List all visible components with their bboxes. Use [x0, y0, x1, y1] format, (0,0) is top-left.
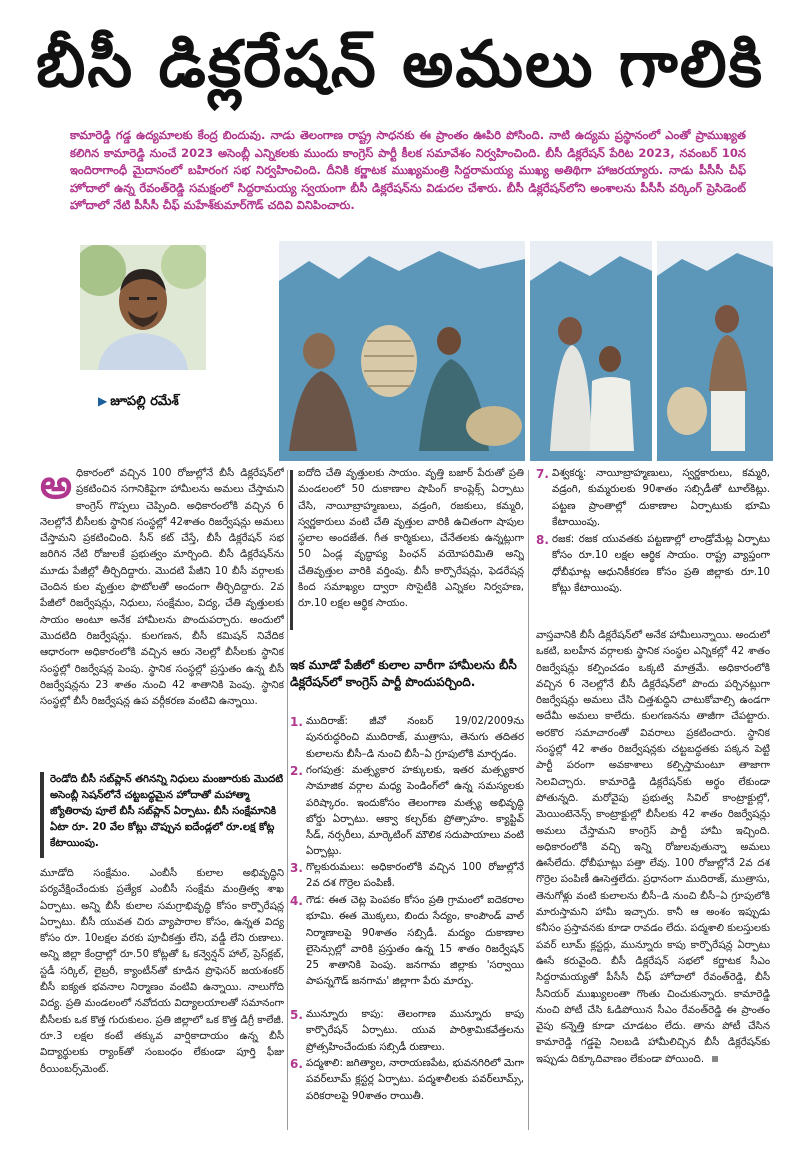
col2-accent-bar [290, 470, 293, 630]
dropcap: అ [40, 466, 72, 508]
col2-paragraph-1: ఐదోది చేతి వృత్తులకు సాయం. వృత్తి బజార్ పేరుతో ప్రతి మండలంలో 50 దుకాణాల షాపింగ్ కాంప్లెక్స్ ఏర్పాటు చేసి, నాయీబ్రాహ్మణులు, వడ్రంగి, రజకులు, కమ్మరి, స్వర్ణకారులు వంటి చేతి వృత్తుల వారికి ఉచితంగా షాపుల స్థలాల అందజేత. గీత కార్మికులు, చేనేతలకు ఉన్నట్లుగా 50 ఏండ్ల వృద్ధాప్య పింఛన్ వయోపరిమితి అన్ని చేతివృత్తుల వారికి వర్తింపు. బీసీ కార్పొరేషన్లు, ఫెడరేషన్ల కింద సమాఖ్యల ద్వారా సొసైటీకి ఎన్నికల నిర్వహణ, రూ.10 లక్షల ఆర్థిక సాయం. [298, 468, 524, 610]
col2-heading: ఇక మూడో పేజీలో కులాల వారీగా హామీలను బీసీ డిక్లరేషన్‌లో కాంగ్రెస్ పార్టీ పొందుపర్చింది. [290, 658, 517, 689]
list-item: 1. ముదిరాజ్: జీవో నంబర్ 19/02/2009ను పునరుద్ధరించి ముదిరాజ్, ముత్రాసు, తెనుగు తదితర కులాలను బీసీ–డి నుంచి బీసీ–ఏ గ్రూపులోకి మార్చడం. [290, 715, 524, 760]
column-2-body [298, 466, 524, 636]
caste-promises-list [290, 714, 524, 1105]
illustration-farmer [657, 241, 773, 461]
column-divider [287, 470, 288, 1130]
author-byline [98, 394, 218, 412]
column-1-body [40, 466, 284, 766]
headline: బీసీ డిక్లరేషన్ అమలు గాలికి [35, 28, 765, 102]
author-photo [80, 245, 206, 370]
pen-icon: ▶ [98, 394, 108, 408]
illustration-barber [530, 241, 652, 461]
column-3-body [536, 628, 770, 1136]
col1-highlight-box: రెండోది బీసీ సబ్‌ప్లాన్ తగినన్ని నిధులు మంజూరుకు మొదటి అసెంబ్లీ సెషన్‌లోనే చట్టబద్ధమైన హోదాతో మహాత్మా జ్యోతిరావు పూలే బీసీ సబ్‌ప్లాన్ ఏర్పాటు. బీసీ సంక్షేమానికి ఏటా రూ. 20 వేల కోట్లు చొప్పున ఐదేండ్లలో రూ.లక్ష కోట్ల కేటాయింపు. [40, 772, 284, 858]
list-item: 7. విశ్వకర్మ: నాయీబ్రాహ్మణులు, స్వర్ణకారులు, కమ్మరి, వడ్రంగి, కుమ్మరులకు 90శాతం సబ్సిడీతో టూల్‌కిట్లు. పట్టణ ప్రాంతాల్లో దుకాణాల ఏర్పాటుకు భూమి కేటాయింపు. [536, 467, 770, 528]
caste-promises-list-cont [536, 466, 770, 614]
list-item: 6. పద్మశాలి: జగిత్యాల, నారాయణపేట, భువనగిరిలో మెగా పవర్‌లూమ్ క్లస్టర్ల ఏర్పాటు. పద్మశాలీలకు పవర్‌లూమ్స్, పరికరాలపై 90శాతం రాయితీ. [290, 1057, 524, 1102]
column-divider [528, 470, 529, 1130]
list-item: 8. రజక: రజక యువతకు పట్టణాల్లో లాండ్రోమేట్ల ఏర్పాటు కోసం రూ.10 లక్షల ఆర్థిక సాయం. రాష్ట్ర వ్యాప్తంగా ధోబీఘాట్ల ఆధునికీకరణ కోసం ప్రతి జిల్లాకు రూ.10 కోట్లు కేటాయింపు. [536, 533, 770, 594]
illustration-weavers [279, 241, 525, 461]
list-item: 3. గొల్లకురుమలు: అధికారంలోకి వచ్చిన 100 రోజుల్లోనే 2వ దశ గొర్రెల పంపిణీ. [290, 861, 524, 890]
end-mark-icon [712, 1056, 718, 1062]
col1-paragraph-1: ధికారంలో వచ్చిన 100 రోజుల్లోనే బీసీ డిక్లరేషన్‌లో ప్రకటించిన సగానికిపైగా హామీలను అమలు చేస్తామని కాంగ్రెస్ గొప్పలు చెప్పింది. అధికారంలోకి వచ్చిన 6 నెలల్లోనే బీసీలకు స్థానిక సంస్థల్లో 42శాతం రిజర్వేషన్లు అమలు చేస్తామని ప్రకటించింది. సీన్ కట్ చేస్తే, బీసీ డిక్లరేషన్ సభ జరిగిన నేటి రోజులకే ప్రభుత్వం మార్చింది. బీసీ డిక్లరేషన్‌ను మూడు పేజీల్లో తీర్చిదిద్దారు. మొదటి పేజీని 10 బీసీ వర్గాలకు చెందిన కుల వృత్తుల ఫొటోలతో అందంగా తీర్చిదిద్దారు. 2వ పేజీలో రిజర్వేషన్లు, నిధులు, సంక్షేమం, విద్య, చేతి వృత్తులకు సాయం అంటూ అనేక హామీలను పొందుపర్చారు. అందులో మొదటిది రిజర్వేషన్లు. కులగణన, బీసీ కమిషన్ నివేదిక ఆధారంగా అధికారంలోకి వచ్చిన ఆరు నెలల్లో బీసీలకు స్థానిక సంస్థల్లో రిజర్వేషన్ల పెంపు. స్థానిక సంస్థల్లో ప్రస్తుతం ఉన్న బీసీ రిజర్వేషన్లను 23 శాతం నుంచి 42 శాతానికి పెంపు. స్థానిక సంస్థల్లో బీసీ రిజర్వేషన్ల ఉప వర్గీకరణ వంటివి ఉన్నాయి. [40, 468, 284, 708]
author-name: జూపల్లి రమేశ్ [110, 394, 179, 409]
list-item: 4. గౌడ: ఈత చెట్ల పెంపకం కోసం ప్రతి గ్రామంలో ఐదెకరాల భూమి. ఈత మొక్కలు, బిందు సేద్యం, కాంపౌండ్ వాల్ నిర్మాణాలపై 90శాతం సబ్సిడీ. మద్యం దుకాణాల లైసెన్సుల్లో వారికి ప్రస్తుతం ఉన్న 15 శాతం రిజర్వేషన్ 25 శాతానికి పెంపు. జనగామ జిల్లాకు 'సర్వాయి పాపన్నగౌడ్ జనగామ' జిల్లాగా పేరు మార్పు. [290, 894, 524, 988]
column-1-body-2 [40, 866, 284, 1136]
list-item: 5. మున్నూరు కాపు: తెలంగాణ మున్నూరు కాపు కార్పొరేషన్ ఏర్పాటు. యువ పారిశ్రామికవేత్తలను ప్రోత్సహించేందుకు సబ్సిడీ రుణాలు. [290, 1008, 524, 1053]
intro-paragraph: కామారెడ్డి గడ్డ ఉద్యమాలకు కేంద్ర బిందువు. నాడు తెలంగాణ రాష్ట్ర సాధనకు ఈ ప్రాంతం ఊపిరి పోసింది. నాటి ఉద్యమ ప్రస్థానంలో ఎంతో ప్రాముఖ్యత కలిగిన కామారెడ్డి నుంచే 2023 అసెంబ్లీ ఎన్నికలకు ముందు కాంగ్రెస్ పార్టీ కీలక సమావేశం నిర్వహించింది. బీసీ డిక్లరేషన్ పేరిట 2023, నవంబర్ 10న ఇందిరాగాంధీ మైదానంలో బహిరంగ సభ నిర్వహించింది. దీనికి కర్ణాటక ముఖ్యమంత్రి సిద్దరామయ్య ముఖ్య అతిథిగా హాజరయ్యారు. నాడు పీసీసీ చీఫ్ హోదాలో ఉన్న రేవంత్‌రెడ్డి సమక్షంలో సిద్దరామయ్య స్వయంగా బీసీ డిక్లరేషన్‌ను విడుదల చేశారు. బీసీ డిక్లరేషన్‌లోని అంశాలను పీసీసీ వర్కింగ్ ప్రెసిడెంట్ హోదాలో నేటి పీసీసీ చీఫ్ మహేశ్‌కుమార్‌గౌడ్ చదివి వినిపించారు. [70, 128, 746, 212]
col3-paragraph-1: వాస్తవానికి బీసీ డిక్లరేషన్‌లో అనేక హామీలున్నాయి. అందులో ఒకటి, బలహీన వర్గాలకు స్థానిక సంస్థల ఎన్నికల్లో 42 శాతం రిజర్వేషన్లు కల్పించడం ఒక్కటి మాత్రమే. అధికారంలోకి వచ్చిన 6 నెలల్లోనే బీసీ డిక్లరేషన్‌లో పొందు పర్చినట్లుగా రిజర్వేషన్లు అమలు చేసి చిత్తశుద్ధిని చాటుకోవాల్సి ఉండగా అదేమీ అమలు కాలేదు. కులగణనను తాజీగా చేపట్టారు. అరకొర సమాచారంతో వివరాలు ప్రకటించారు. స్థానిక సంస్థల్లో 42 శాతం రిజర్వేషన్లకు చట్టబద్ధతకు పక్కన పెట్టి పార్టీ పరంగా అవకాశాలు కల్పిస్తామంటూ తాజాగా సెలవిచ్చారు. కామారెడ్డి డిక్లరేషన్‌కు అర్థం లేకుండా పోతున్నది. మరోవైపు ప్రభుత్వ సివిల్ కాంట్రాక్టుల్లో, మెయింటెనెన్స్ కాంట్రాక్టుల్లో బీసీలకు 42 శాతం రిజర్వేషన్లు అమలు చేస్తామని కాంగ్రెస్ పార్టీ హామీ ఇచ్చింది. అధికారంలోకి వచ్చి ఇన్ని రోజులవుతున్నా అమలు ఊసేలేదు. ధోబీఘాట్లు పత్తా లేవు. 100 రోజుల్లోనే 2వ దశ గొర్రెల పంపిణీ ఊసెత్తలేదు. ప్రధానంగా ముదిరాజ్, ముత్రాసు, తెనుగోళ్లు వంటి కులాలను బీసీ–డి నుంచి బీసీ–ఏ గ్రూపులోకి మారుస్తామని హామీ ఇచ్చారు. కానీ ఆ అంశం ఇప్పుడు కనీసం ప్రస్తావనకు కూడా రావడం లేదు. పద్మశాలి కులస్తులకు పవర్ లూమ్ క్లస్టర్లు, మున్నూరు కాపు కార్పొరేషన్ల ఏర్పాటు ఊసే కరువైంది. బీసీ డిక్లరేషన్ సభలో కర్ణాటక సీఎం సిద్దరామయ్యతో పీసీసీ చీఫ్ హోదాలో రేవంత్‌రెడ్డి, బీసీ సీనియర్ ముఖ్యులంతా గొంతు చించుకున్నారు. కామారెడ్డి నుంచి పోటీ చేసి ఓడిపోయిన సీఎం రేవంత్‌రెడ్డి ఈ ప్రాంతం వైపు కన్నెత్తి కూడా చూడటం లేదు. తాను పోటీ చేసిన కామారెడ్డి గడ్డపై నిలబడి హామీలిచ్చిన బీసీ డిక్లరేషన్‌కు ఇప్పుడు దిక్కూదివాణం లేకుండా పోయింది. [536, 630, 770, 1065]
list-item: 2. గంగపుత్ర: మత్స్యకార హక్కులకు, ఇతర మత్స్యకార సామాజిక వర్గాల మధ్య పెండింగ్‌లో ఉన్న సమస్యలకు పరిష్కారం. ఇందుకోసం తెలంగాణ మత్స్య అభివృద్ధి బోర్డు ఏర్పాటు. ఆక్వా కల్చర్‌కు ప్రోత్సాహం. క్యాప్టివ్ సీడ్, నర్సరీలు, మార్కెటింగ్ మౌలిక సదుపాయాలు వంటి ఏర్పాట్లు. [290, 764, 524, 858]
col1-paragraph-2: మూడోది సంక్షేమం. ఎంబీసీ కులాల అభివృద్ధిని పర్యవేక్షించేందుకు ప్రత్యేక ఎంబీసీ సంక్షేమ మంత్రిత్వ శాఖ ఏర్పాటు. అన్ని బీసీ కులాల సమగ్రాభివృద్ధి కోసం కార్పొరేషన్ల ఏర్పాటు. బీసీ యువత చిరు వ్యాపారాల కోసం, ఉన్నత విద్య కోసం రూ. 10లక్షల వరకు పూచీకత్తు లేని, వడ్డీ లేని రుణాలు. అన్ని జిల్లా కేంద్రాల్లో రూ.50 కోట్లతో ఓ కన్వెన్షన్ హాల్, ప్రెస్‌క్లబ్, స్టడీ సర్కిల్, లైబ్రరీ, క్యాంటీన్‌తో కూడిన ప్రొఫెసర్ జయశంకర్ బీసీ ఐక్యత భవనాల నిర్మాణం వంటివి ఉన్నాయి. నాలుగోది విద్య. ప్రతి మండలంలో నవోదయ విద్యాలయాలతో సమానంగా బీసీలకు ఒక కొత్త గురుకులం. ప్రతి జిల్లాలో ఒక కొత్త డిగ్రీ కాలేజీ. రూ.3 లక్షల కంటే తక్కువ వార్షికాదాయం ఉన్న బీసీ విద్యార్థులకు ర్యాంక్‌తో సంబంధం లేకుండా పూర్తి ఫీజు రీయింబర్స్‌మెంట్. [40, 868, 284, 1075]
